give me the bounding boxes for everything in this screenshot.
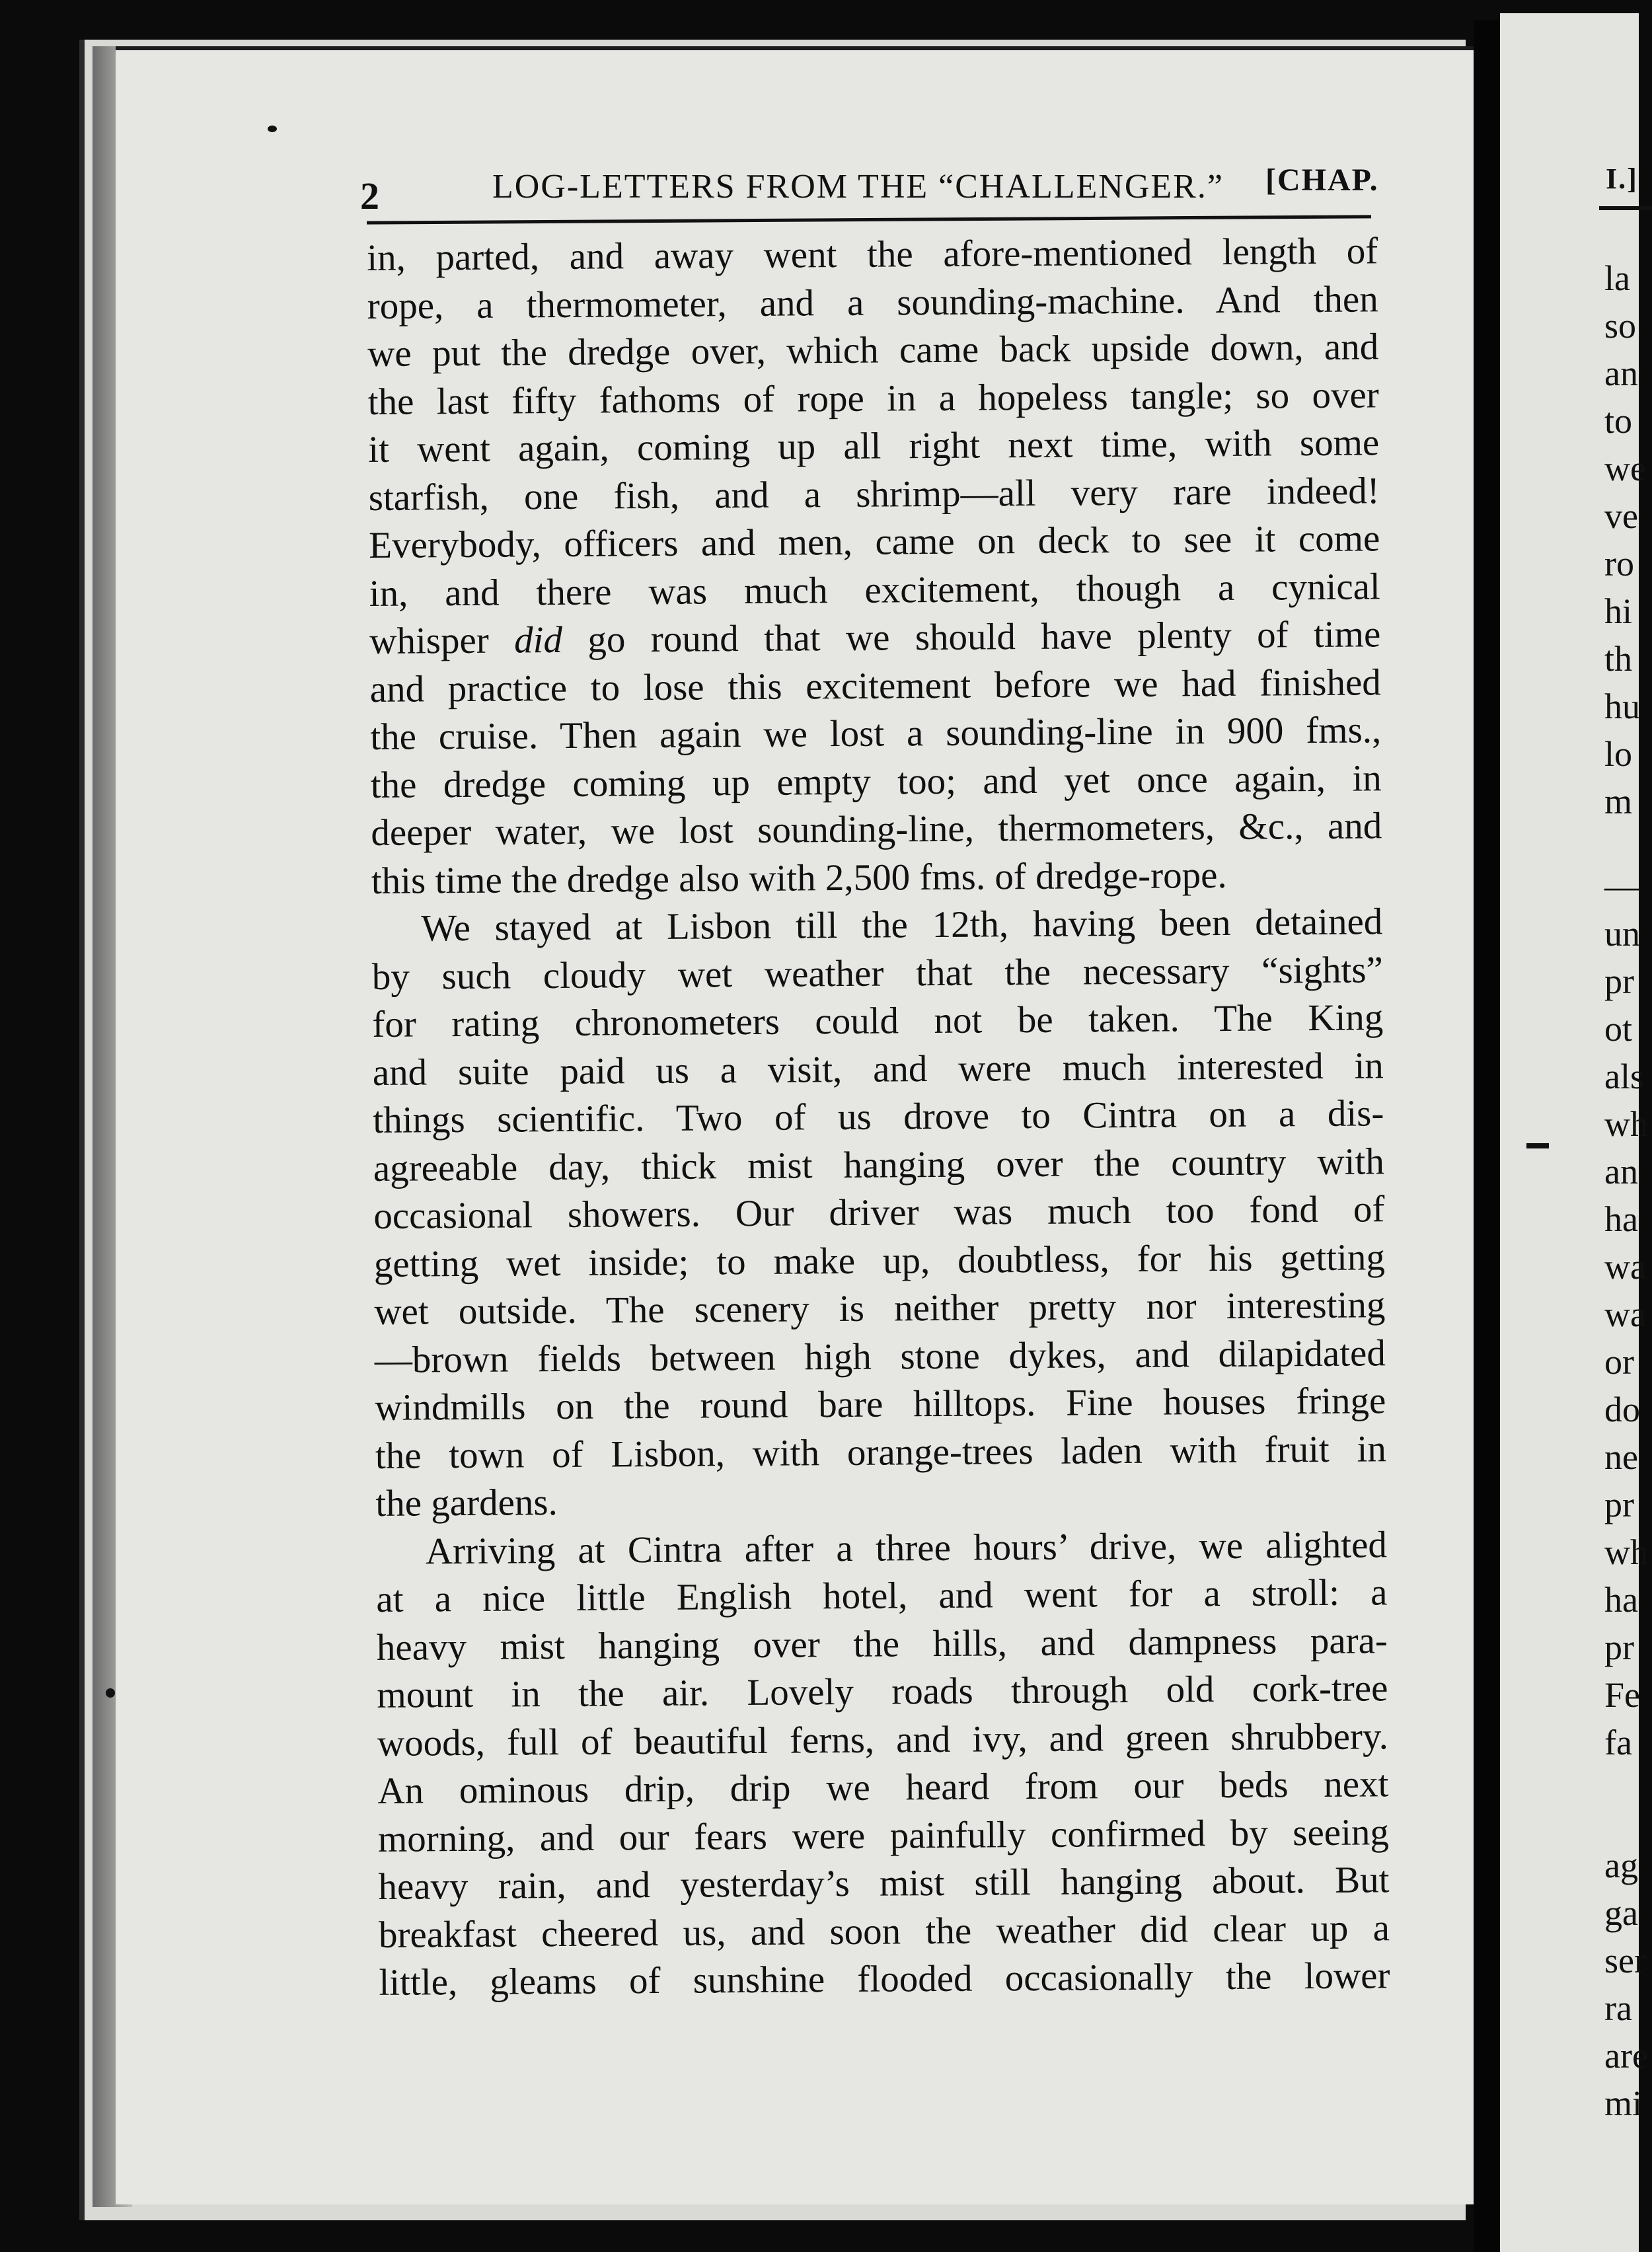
- text-line: the gardens.: [375, 1482, 558, 1524]
- text-line: whisper did go round that we should have plenty of time: [369, 613, 1381, 662]
- next-page-line-fragment: ra: [1604, 1988, 1632, 2028]
- next-page-line-fragment: pr: [1604, 1628, 1634, 1667]
- next-page-line-fragment: are: [1604, 2036, 1648, 2076]
- text-line: the town of Lisbon, with orange-trees laden with fruit in: [375, 1427, 1387, 1477]
- text-line: —brown fields between high stone dykes, and dilapidated: [374, 1332, 1386, 1381]
- text-line: occasional showers. Our driver was much too fond of: [373, 1188, 1385, 1237]
- text-line: getting wet inside; to make up, doubtless, for his getting: [373, 1236, 1386, 1285]
- book-spine-gutter: [1474, 20, 1500, 2252]
- page-speck: [106, 1688, 115, 1698]
- text-line: starfish, one fish, and a shrimp—all very rare indeed!: [368, 469, 1380, 519]
- running-title: LOG-LETTERS FROM THE “CHALLENGER.”: [492, 168, 1224, 206]
- text-line: heavy mist hanging over the hills, and dampness para-: [376, 1619, 1388, 1669]
- next-page-line-fragment: ot: [1604, 1009, 1633, 1049]
- chapter-label: [CHAP.: [1265, 163, 1379, 198]
- next-page-line-fragment: we: [1604, 449, 1646, 488]
- text-line: deeper water, we lost sounding-line, thermometers, &c., and: [371, 805, 1382, 854]
- book-page-right-edge: [1500, 13, 1648, 2252]
- text-line: and suite paid us a visit, and were much interested in: [372, 1044, 1384, 1094]
- next-page-line-fragment: an: [1604, 354, 1638, 393]
- next-page-line-fragment: pr: [1604, 961, 1634, 1001]
- text-line: morning, and our fears were painfully confirmed by seeing: [377, 1811, 1390, 1860]
- next-page-line-fragment: wh: [1604, 1532, 1648, 1572]
- next-page-line-fragment: th: [1604, 639, 1633, 679]
- next-page-line-fragment: la: [1604, 258, 1630, 298]
- next-page-line-fragment: hu: [1604, 687, 1640, 726]
- text-line: in, parted, and away went the afore-mentioned length of: [367, 230, 1378, 279]
- next-page-line-fragment: ag: [1604, 1846, 1638, 1885]
- text-line: in, and there was much excitement, though a cynical: [369, 565, 1380, 615]
- next-page-line-fragment: ser: [1604, 1941, 1646, 1980]
- next-page-line-fragment: m: [1604, 782, 1633, 821]
- text-line: rope, a thermometer, and a sounding-machine. And then: [367, 278, 1378, 327]
- next-page-header-rule: [1599, 206, 1652, 210]
- text-line: the cruise. Then again we lost a sounding-line in 900 fms.,: [370, 709, 1382, 758]
- page-number: 2: [360, 174, 379, 217]
- text-line: the dredge coming up empty too; and yet once again, in: [370, 757, 1382, 806]
- text-line: Arriving at Cintra after a three hours’ drive, we alighted: [425, 1523, 1388, 1572]
- next-page-line-fragment: ha: [1604, 1199, 1638, 1239]
- page-mark: [1526, 1143, 1549, 1148]
- text-line: We stayed at Lisbon till the 12th, having been detained: [421, 901, 1383, 950]
- next-page-line-fragment: fa: [1604, 1723, 1632, 1762]
- text-line: by such cloudy wet weather that the necessary “sights”: [371, 948, 1384, 998]
- next-page-line-fragment: or: [1604, 1342, 1634, 1382]
- next-page-line-fragment: ha: [1604, 1580, 1638, 1620]
- text-line: mount in the air. Lovely roads through old cork-tree: [377, 1667, 1388, 1716]
- next-page-line-fragment: an: [1604, 1152, 1638, 1191]
- next-page-line-fragment: ve: [1604, 496, 1638, 536]
- text-line: Everybody, officers and men, came on deck to see it come: [369, 517, 1380, 566]
- text-line: the last fifty fathoms of rope in a hopeless tangle; so over: [367, 373, 1379, 423]
- text-line: it went again, coming up all right next time, with some: [368, 422, 1380, 470]
- body-text: [367, 227, 1397, 2007]
- next-page-line-fragment: lo: [1604, 734, 1633, 774]
- text-line: little, gleams of sunshine flooded occasionally the lower: [379, 1955, 1390, 2004]
- text-line: at a nice little English hotel, and went for a stroll: a: [376, 1571, 1388, 1620]
- next-page-line-fragment: so: [1604, 306, 1637, 346]
- text-line: breakfast cheered us, and soon the weather did clear up a: [378, 1906, 1390, 1956]
- next-page-header: I.]: [1606, 163, 1638, 195]
- text-line: this time the dredge also with 2,500 fms. of dredge-rope.: [371, 854, 1227, 902]
- next-page-line-fragment: ne: [1604, 1437, 1638, 1477]
- text-line: woods, full of beautiful ferns, and ivy, and green shrubbery.: [377, 1715, 1389, 1764]
- next-page-line-fragment: als: [1604, 1057, 1644, 1096]
- next-page-line-fragment: to: [1604, 401, 1633, 441]
- next-page-line-fragment: ro: [1604, 544, 1634, 583]
- text-line: for rating chronometers could not be taken. The King: [372, 996, 1384, 1045]
- text-line: An ominous drip, drip we heard from our beds next: [377, 1763, 1389, 1812]
- next-page-line-fragment: Fe: [1604, 1675, 1640, 1715]
- text-line: we put the dredge over, which came back upside down, and: [367, 326, 1379, 375]
- next-page-line-fragment: ga: [1604, 1893, 1638, 1933]
- next-page-line-fragment: pr: [1604, 1485, 1634, 1524]
- text-line: things scientific. Two of us drove to Cintra on a dis-: [373, 1092, 1384, 1141]
- text-line: windmills on the round bare hilltops. Fine houses fringe: [375, 1380, 1386, 1429]
- next-page-line-fragment: un: [1604, 914, 1640, 954]
- text-line: and practice to lose this excitement before we had finished: [369, 661, 1381, 710]
- next-page-line-fragment: do: [1604, 1390, 1640, 1429]
- next-page-line-fragment: wa: [1604, 1295, 1646, 1334]
- next-page-line-fragment: —: [1604, 866, 1640, 906]
- text-line: agreeable day, thick mist hanging over the country with: [373, 1140, 1385, 1189]
- text-line: heavy rain, and yesterday’s mist still hanging about. But: [378, 1859, 1390, 1908]
- running-header: [360, 149, 1379, 217]
- next-page-line-fragment: mi: [1604, 2083, 1643, 2123]
- page-speck: [268, 126, 277, 132]
- next-page-line-fragment: hi: [1604, 591, 1633, 631]
- next-page-line-fragment: wa: [1604, 1247, 1646, 1287]
- text-line: wet outside. The scenery is neither pretty nor interesting: [374, 1284, 1386, 1333]
- next-page-line-fragment: wh: [1604, 1104, 1648, 1144]
